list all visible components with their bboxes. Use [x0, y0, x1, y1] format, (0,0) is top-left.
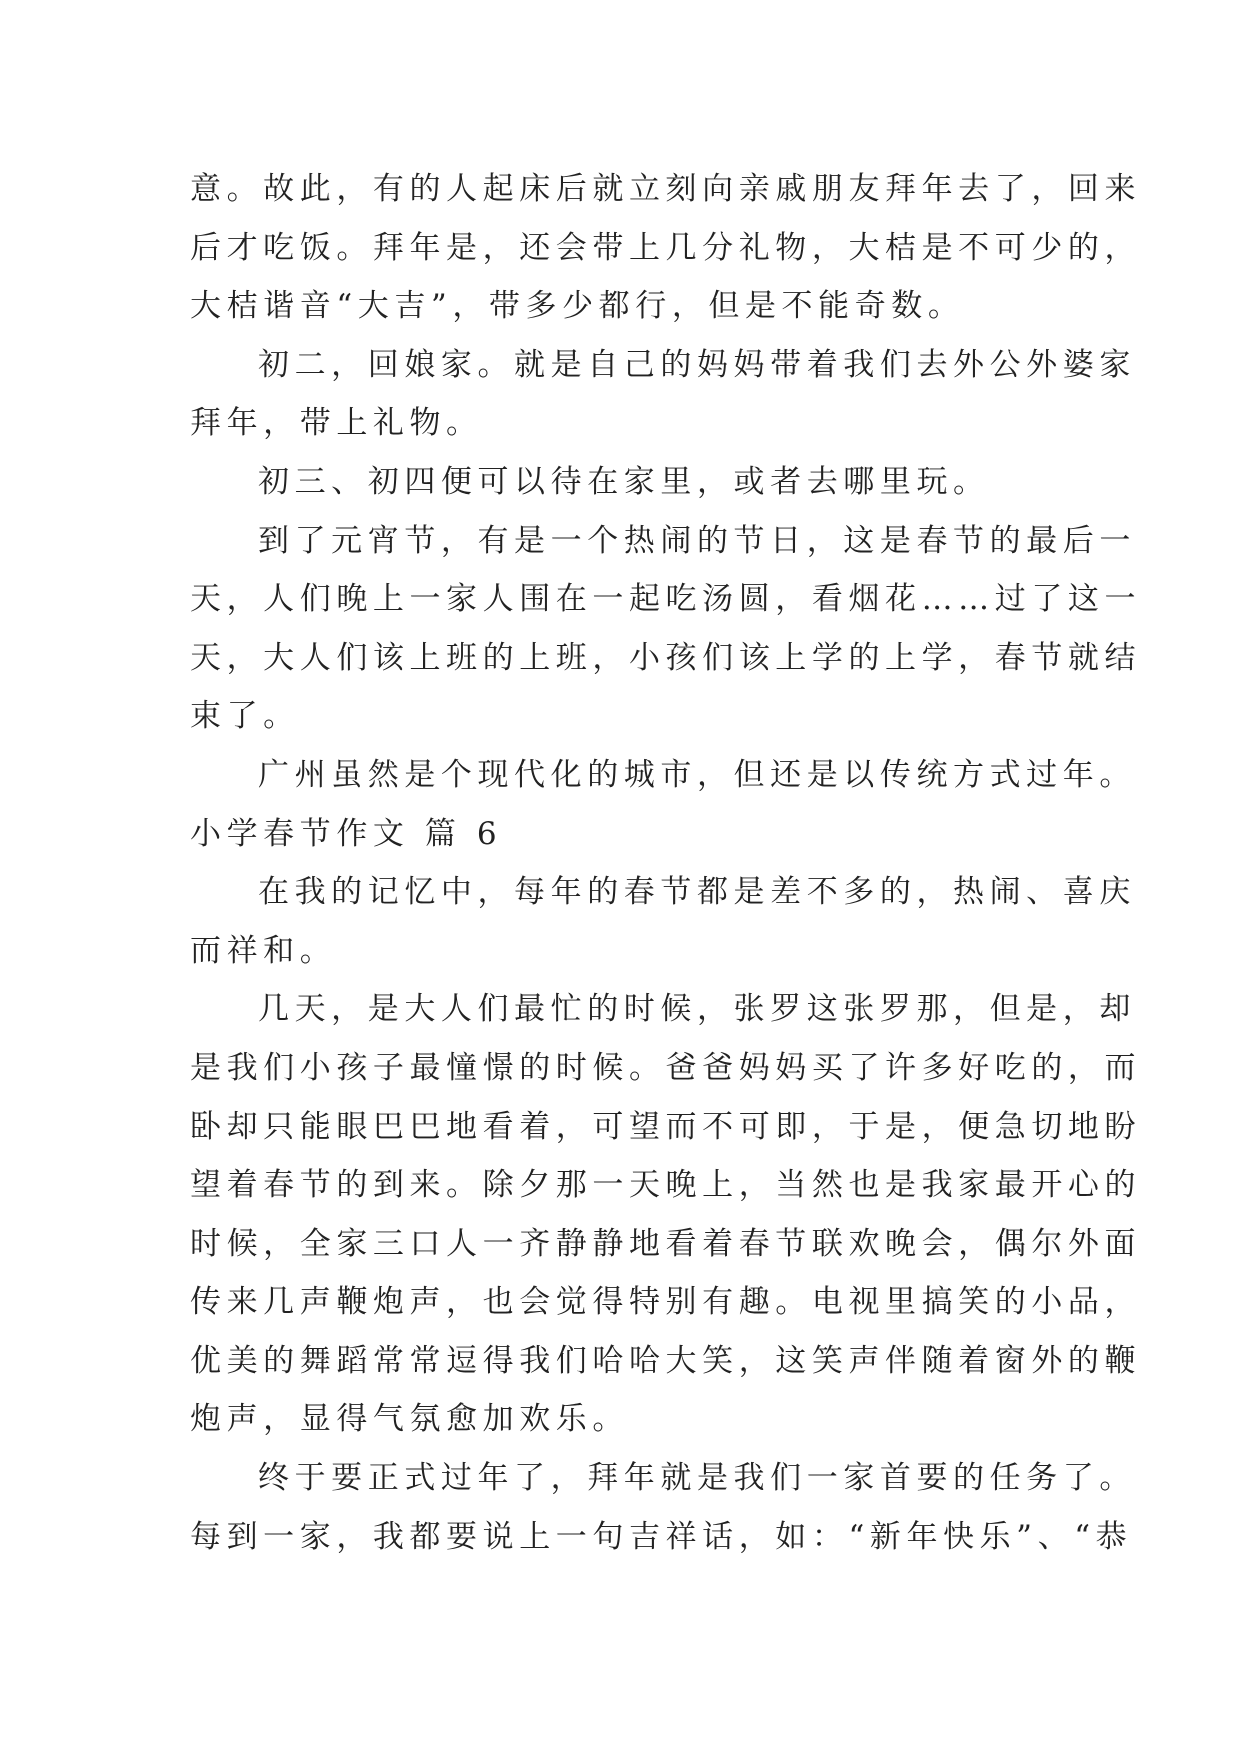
text-line: 束了。 — [190, 698, 300, 735]
section-heading: 小学春节作文 篇 6 — [190, 815, 503, 852]
text-line: 时候，全家三口人一齐静静地看着春节联欢晚会，偶尔外面 — [190, 1225, 1142, 1262]
text-line: 后才吃饭。拜年是，还会带上几分礼物，大桔是不可少的， — [190, 229, 1142, 266]
text-line: 大桔谐音“大吉”，带多少都行，但是不能奇数。 — [190, 288, 965, 325]
text-line: 传来几声鞭炮声，也会觉得特别有趣。电视里搞笑的小品， — [190, 1284, 1142, 1321]
text-line: 意。故此，有的人起床后就立刻向亲戚朋友拜年去了，回来 — [190, 171, 1142, 207]
text-line: 望着春节的到来。除夕那一天晚上，当然也是我家最开心的 — [190, 1167, 1142, 1204]
text-line: 而祥和。 — [190, 932, 337, 969]
paragraph-start-line: 几天，是大人们最忙的时候，张罗这张罗那，但是，却 — [258, 991, 1136, 1028]
text-line: 优美的舞蹈常常逗得我们哈哈大笑，这笑声伴随着窗外的鞭 — [190, 1342, 1142, 1379]
text-line: 每到一家，我都要说上一句吉祥话，如：“新年快乐”、“恭 — [190, 1518, 1133, 1555]
text-line: 炮声，显得气氛愈加欢乐。 — [190, 1401, 629, 1438]
paragraph-start-line: 广州虽然是个现代化的城市，但还是以传统方式过年。 — [258, 756, 1136, 793]
text-line: 是我们小孩子最憧憬的时候。爸爸妈妈买了许多好吃的，而 — [190, 1049, 1142, 1086]
text-line: 拜年，带上礼物。 — [190, 405, 483, 442]
paragraph-start-line: 初二，回娘家。就是自己的妈妈带着我们去外公外婆家 — [258, 346, 1136, 383]
paragraph-start-line: 终于要正式过年了，拜年就是我们一家首要的任务了。 — [258, 1460, 1136, 1497]
text-line: 天，大人们该上班的上班，小孩们该上学的上学，春节就结 — [190, 639, 1142, 676]
paragraph-start-line: 初三、初四便可以待在家里，或者去哪里玩。 — [258, 463, 990, 500]
paragraph-start-line: 在我的记忆中，每年的春节都是差不多的，热闹、喜庆 — [258, 874, 1136, 911]
text-line: 卧却只能眼巴巴地看着，可望而不可即，于是，便急切地盼 — [190, 1108, 1142, 1145]
paragraph-start-line: 到了元宵节，有是一个热闹的节日，这是春节的最后一 — [258, 522, 1136, 559]
document-body — [190, 160, 1142, 1566]
text-line: 天，人们晚上一家人围在一起吃汤圆，看烟花……过了这一 — [190, 581, 1142, 618]
